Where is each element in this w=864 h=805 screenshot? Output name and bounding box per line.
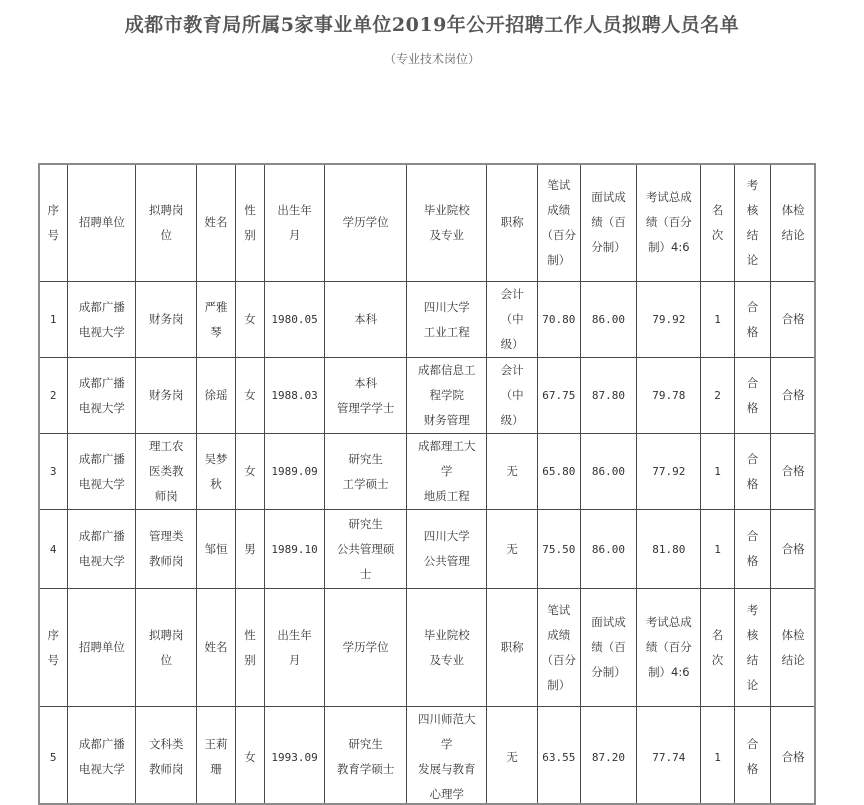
cell-unit bbox=[68, 358, 136, 434]
cell-gender: 女 bbox=[235, 434, 264, 510]
header-assessment bbox=[734, 589, 771, 707]
header-rank bbox=[701, 589, 734, 707]
cell-gender: 女 bbox=[235, 358, 264, 434]
cell-degree-line: 工学硕士 bbox=[342, 476, 389, 491]
header-birth-line: 月 bbox=[288, 652, 301, 667]
cell-no: 1 bbox=[39, 282, 68, 358]
header-written-score-line: 成绩 bbox=[547, 202, 571, 217]
cell-assessment-line: 合 bbox=[746, 451, 759, 466]
header-birth-line: 出生年 bbox=[277, 202, 312, 217]
cell-post-line: 师岗 bbox=[154, 489, 178, 503]
cell-rank: 1 bbox=[701, 434, 734, 510]
header-total-score bbox=[637, 164, 701, 282]
header-medical bbox=[771, 164, 816, 282]
cell-school-line: 学 bbox=[440, 737, 453, 751]
cell-unit bbox=[68, 434, 136, 510]
cell-gender: 男 bbox=[235, 510, 264, 589]
header-name-line: 姓名 bbox=[204, 215, 228, 229]
roster-body bbox=[39, 164, 816, 805]
cell-degree bbox=[325, 434, 407, 510]
cell-gender: 女 bbox=[235, 707, 264, 805]
cell-post bbox=[136, 510, 197, 589]
header-total-score-line: 绩（百分 bbox=[645, 640, 692, 654]
header-unit-line: 招聘单位 bbox=[78, 640, 125, 654]
cell-post-line: 理工农 bbox=[149, 439, 184, 453]
header-written-score-line: （百分 bbox=[541, 227, 577, 242]
cell-name-line: 严雅 bbox=[204, 299, 228, 314]
cell-post-line: 教师岗 bbox=[149, 554, 184, 568]
cell-post-line: 财务岗 bbox=[149, 312, 184, 326]
cell-no: 3 bbox=[39, 434, 68, 510]
header-title bbox=[487, 589, 538, 707]
cell-post-line: 管理类 bbox=[149, 529, 184, 543]
cell-name-line: 徐瑶 bbox=[204, 388, 228, 402]
cell-unit-line: 成都广播 bbox=[78, 299, 125, 314]
header-assessment-line: 结 bbox=[746, 227, 759, 242]
cell-title-line: 无 bbox=[506, 541, 518, 556]
header-gender-line: 别 bbox=[244, 227, 256, 242]
cell-total-score: 77.92 bbox=[637, 434, 701, 510]
cell-school-line: 四川师范大 bbox=[417, 712, 476, 726]
header-school bbox=[407, 164, 487, 282]
header-total-score-line: 绩（百分 bbox=[645, 215, 692, 229]
header-written-score-line: 笔试 bbox=[547, 177, 571, 192]
cell-written-score: 70.80 bbox=[537, 282, 580, 358]
cell-name-line: 邹恒 bbox=[204, 541, 228, 556]
cell-total-score: 79.78 bbox=[637, 358, 701, 434]
header-interview-score-line: 分制） bbox=[591, 240, 626, 254]
header-school-line: 及专业 bbox=[429, 227, 464, 242]
cell-post bbox=[136, 434, 197, 510]
header-no-line: 序 bbox=[47, 627, 59, 642]
cell-unit-line: 电视大学 bbox=[78, 762, 125, 776]
header-interview-score-line: 面试成 bbox=[591, 615, 626, 629]
cell-rank: 1 bbox=[701, 707, 734, 805]
cell-title bbox=[487, 358, 538, 434]
cell-medical: 合格 bbox=[771, 707, 816, 805]
cell-name-line: 吴梦 bbox=[204, 451, 228, 466]
cell-unit-line: 成都广播 bbox=[78, 737, 125, 751]
header-assessment-line: 考 bbox=[746, 602, 759, 617]
cell-assessment-line: 格 bbox=[746, 324, 759, 339]
cell-school-line: 财务管理 bbox=[423, 413, 470, 427]
cell-unit-line: 电视大学 bbox=[78, 554, 125, 568]
header-interview-score-line: 面试成 bbox=[591, 190, 626, 204]
cell-degree-line: 研究生 bbox=[348, 737, 383, 751]
header-medical-line: 体检 bbox=[781, 202, 805, 217]
cell-rank: 1 bbox=[701, 510, 734, 589]
cell-name-line: 王莉 bbox=[204, 737, 228, 751]
cell-unit-line: 成都广播 bbox=[78, 529, 125, 543]
header-interview-score-line: 绩（百 bbox=[591, 640, 626, 654]
header-written-score-line: 制） bbox=[547, 677, 571, 692]
cell-birth: 1980.05 bbox=[265, 282, 325, 358]
cell-degree-line: 士 bbox=[359, 566, 372, 581]
cell-degree-line: 本科 bbox=[354, 375, 378, 390]
cell-birth: 1988.03 bbox=[265, 358, 325, 434]
header-post-line: 拟聘岗 bbox=[149, 627, 184, 642]
cell-medical: 合格 bbox=[771, 282, 816, 358]
cell-total-score: 79.92 bbox=[637, 282, 701, 358]
header-post-line: 拟聘岗 bbox=[149, 202, 184, 217]
cell-unit-line: 电视大学 bbox=[78, 324, 125, 339]
header-medical-line: 结论 bbox=[781, 652, 805, 667]
cell-degree-line: 管理学学士 bbox=[336, 400, 395, 415]
header-rank-line: 名 bbox=[711, 202, 724, 217]
header-school bbox=[407, 589, 487, 707]
cell-degree bbox=[325, 282, 407, 358]
header-school-line: 毕业院校 bbox=[423, 627, 470, 642]
cell-school-line: 工业工程 bbox=[423, 324, 470, 339]
header-rank-line: 次 bbox=[711, 227, 724, 242]
cell-unit-line: 电视大学 bbox=[78, 400, 125, 415]
header-medical-line: 体检 bbox=[781, 627, 805, 642]
cell-medical: 合格 bbox=[771, 358, 816, 434]
cell-written-score: 67.75 bbox=[537, 358, 580, 434]
header-gender bbox=[235, 589, 264, 707]
header-assessment-line: 核 bbox=[746, 627, 759, 642]
header-written-score-line: 成绩 bbox=[547, 627, 571, 642]
header-school-line: 及专业 bbox=[429, 652, 464, 667]
header-no-line: 序 bbox=[47, 202, 59, 217]
header-interview-score-line: 分制） bbox=[591, 665, 626, 679]
header-no-line: 号 bbox=[47, 227, 59, 242]
cell-name bbox=[197, 434, 236, 510]
cell-assessment-line: 格 bbox=[746, 554, 759, 568]
roster-table bbox=[38, 163, 816, 805]
header-name bbox=[197, 589, 236, 707]
cell-unit-line: 成都广播 bbox=[78, 451, 125, 466]
cell-name bbox=[197, 282, 236, 358]
header-birth-line: 月 bbox=[288, 227, 301, 242]
cell-degree-line: 教育学硕士 bbox=[336, 762, 395, 776]
cell-title bbox=[487, 282, 538, 358]
header-rank-line: 名 bbox=[711, 627, 724, 642]
table-row bbox=[39, 510, 816, 589]
cell-degree bbox=[325, 358, 407, 434]
header-name bbox=[197, 164, 236, 282]
cell-written-score: 65.80 bbox=[537, 434, 580, 510]
cell-title bbox=[487, 434, 538, 510]
header-degree-line: 学历学位 bbox=[342, 640, 389, 654]
header-gender bbox=[235, 164, 264, 282]
cell-unit bbox=[68, 510, 136, 589]
cell-birth: 1989.09 bbox=[265, 434, 325, 510]
cell-school bbox=[407, 282, 487, 358]
cell-title-line: 级） bbox=[500, 413, 524, 427]
header-title bbox=[487, 164, 538, 282]
header-written-score-line: 制） bbox=[547, 252, 571, 267]
header-gender-line: 性 bbox=[244, 202, 256, 217]
cell-school bbox=[407, 510, 487, 589]
cell-gender: 女 bbox=[235, 282, 264, 358]
cell-interview-score: 86.00 bbox=[580, 510, 637, 589]
cell-birth: 1993.09 bbox=[265, 707, 325, 805]
header-rank-line: 次 bbox=[711, 652, 724, 667]
cell-school-line: 心理学 bbox=[429, 787, 464, 801]
cell-unit bbox=[68, 707, 136, 805]
table-row bbox=[39, 282, 816, 358]
table-header-row bbox=[39, 589, 816, 707]
cell-total-score: 81.80 bbox=[637, 510, 701, 589]
page-title: 成都市教育局所属5家事业单位2019年公开招聘工作人员拟聘人员名单 bbox=[124, 14, 740, 36]
cell-name-line: 琴 bbox=[210, 324, 222, 339]
cell-school-line: 四川大学 bbox=[423, 299, 470, 314]
header-birth bbox=[265, 164, 325, 282]
cell-degree-line: 本科 bbox=[354, 312, 378, 326]
cell-school-line: 成都信息工 bbox=[417, 363, 476, 377]
cell-name bbox=[197, 707, 236, 805]
cell-name bbox=[197, 510, 236, 589]
header-assessment bbox=[734, 164, 771, 282]
header-rank bbox=[701, 164, 734, 282]
cell-title-line: 会计 bbox=[500, 363, 524, 377]
cell-no: 4 bbox=[39, 510, 68, 589]
cell-title-line: （中 bbox=[500, 388, 524, 402]
cell-written-score: 63.55 bbox=[537, 707, 580, 805]
cell-title-line: 无 bbox=[506, 464, 518, 478]
cell-title-line: 无 bbox=[506, 749, 518, 764]
cell-name-line: 珊 bbox=[210, 762, 222, 776]
cell-birth: 1989.10 bbox=[265, 510, 325, 589]
header-post-line: 位 bbox=[160, 227, 173, 242]
cell-school-line: 程学院 bbox=[429, 388, 464, 402]
page-subtitle: （专业技术岗位） bbox=[383, 52, 480, 66]
header-post-line: 位 bbox=[160, 652, 173, 667]
cell-title-line: 级） bbox=[500, 337, 524, 351]
cell-name-line: 秋 bbox=[210, 476, 222, 491]
cell-interview-score: 86.00 bbox=[580, 282, 637, 358]
cell-school bbox=[407, 707, 487, 805]
cell-degree-line: 公共管理硕 bbox=[336, 541, 395, 556]
header-gender-line: 性 bbox=[244, 627, 256, 642]
header-school-line: 毕业院校 bbox=[423, 202, 470, 217]
cell-school-line: 地质工程 bbox=[423, 489, 470, 503]
header-assessment-line: 考 bbox=[746, 177, 759, 192]
cell-title-line: （中 bbox=[500, 312, 524, 326]
cell-post-line: 教师岗 bbox=[149, 762, 184, 776]
header-total-score-line: 考试总成 bbox=[645, 615, 692, 629]
header-total-score bbox=[637, 589, 701, 707]
cell-medical: 合格 bbox=[771, 510, 816, 589]
header-birth bbox=[265, 589, 325, 707]
cell-assessment-line: 合 bbox=[746, 737, 759, 751]
cell-no: 5 bbox=[39, 707, 68, 805]
cell-degree-line: 研究生 bbox=[348, 451, 383, 466]
cell-assessment bbox=[734, 707, 771, 805]
cell-assessment-line: 合 bbox=[746, 529, 759, 543]
cell-school bbox=[407, 358, 487, 434]
header-unit-line: 招聘单位 bbox=[78, 215, 125, 229]
header-unit bbox=[68, 589, 136, 707]
header-birth-line: 出生年 bbox=[277, 627, 312, 642]
cell-assessment-line: 格 bbox=[746, 762, 759, 776]
header-name-line: 姓名 bbox=[204, 640, 228, 654]
cell-school bbox=[407, 434, 487, 510]
cell-post-line: 财务岗 bbox=[149, 388, 184, 402]
header-medical-line: 结论 bbox=[781, 227, 805, 242]
cell-interview-score: 87.80 bbox=[580, 358, 637, 434]
header-assessment-line: 论 bbox=[746, 252, 759, 267]
cell-rank: 2 bbox=[701, 358, 734, 434]
header-post bbox=[136, 164, 197, 282]
cell-total-score: 77.74 bbox=[637, 707, 701, 805]
cell-name bbox=[197, 358, 236, 434]
cell-assessment-line: 合 bbox=[746, 299, 759, 314]
header-total-score-line: 制）4:6 bbox=[648, 240, 690, 254]
table-row bbox=[39, 434, 816, 510]
header-written-score-line: （百分 bbox=[541, 652, 577, 667]
header-degree bbox=[325, 164, 407, 282]
header-title-line: 职称 bbox=[500, 215, 524, 229]
cell-unit-line: 成都广播 bbox=[78, 375, 125, 390]
header-interview-score-line: 绩（百 bbox=[591, 215, 626, 229]
table-row bbox=[39, 358, 816, 434]
cell-interview-score: 87.20 bbox=[580, 707, 637, 805]
cell-interview-score: 86.00 bbox=[580, 434, 637, 510]
cell-unit bbox=[68, 282, 136, 358]
cell-school-line: 学 bbox=[440, 464, 453, 478]
header-interview-score bbox=[580, 589, 637, 707]
cell-assessment bbox=[734, 282, 771, 358]
header-assessment-line: 结 bbox=[746, 652, 759, 667]
cell-rank: 1 bbox=[701, 282, 734, 358]
header-post bbox=[136, 589, 197, 707]
cell-assessment-line: 合 bbox=[746, 375, 759, 390]
cell-title bbox=[487, 707, 538, 805]
table-row bbox=[39, 707, 816, 805]
cell-post bbox=[136, 282, 197, 358]
header-written-score bbox=[537, 589, 580, 707]
header-total-score-line: 制）4:6 bbox=[648, 665, 690, 679]
cell-degree bbox=[325, 707, 407, 805]
cell-post bbox=[136, 358, 197, 434]
header-medical bbox=[771, 589, 816, 707]
header-no bbox=[39, 164, 68, 282]
cell-assessment-line: 格 bbox=[746, 476, 759, 491]
cell-school-line: 成都理工大 bbox=[417, 439, 476, 453]
cell-unit-line: 电视大学 bbox=[78, 476, 125, 491]
table-header-row bbox=[39, 164, 816, 282]
header-written-score-line: 笔试 bbox=[547, 602, 571, 617]
header-assessment-line: 核 bbox=[746, 202, 759, 217]
header-assessment-line: 论 bbox=[746, 677, 759, 692]
cell-no: 2 bbox=[39, 358, 68, 434]
cell-school-line: 四川大学 bbox=[423, 529, 470, 543]
header-written-score bbox=[537, 164, 580, 282]
header-gender-line: 别 bbox=[244, 652, 256, 667]
header-degree bbox=[325, 589, 407, 707]
cell-post-line: 医类教 bbox=[149, 464, 184, 478]
cell-assessment-line: 格 bbox=[746, 400, 759, 415]
cell-post-line: 文科类 bbox=[149, 737, 184, 751]
header-no bbox=[39, 589, 68, 707]
cell-degree bbox=[325, 510, 407, 589]
cell-post bbox=[136, 707, 197, 805]
header-degree-line: 学历学位 bbox=[342, 215, 389, 229]
roster-table-wrapper bbox=[38, 163, 816, 805]
cell-medical: 合格 bbox=[771, 434, 816, 510]
cell-school-line: 发展与教育 bbox=[417, 762, 476, 776]
cell-assessment bbox=[734, 510, 771, 589]
header-unit bbox=[68, 164, 136, 282]
cell-assessment bbox=[734, 358, 771, 434]
cell-written-score: 75.50 bbox=[537, 510, 580, 589]
cell-title bbox=[487, 510, 538, 589]
cell-assessment bbox=[734, 434, 771, 510]
header-total-score-line: 考试总成 bbox=[645, 190, 692, 204]
header-interview-score bbox=[580, 164, 637, 282]
cell-degree-line: 研究生 bbox=[348, 516, 383, 531]
cell-title-line: 会计 bbox=[500, 287, 524, 301]
cell-school-line: 公共管理 bbox=[423, 554, 470, 568]
header-no-line: 号 bbox=[47, 652, 59, 667]
header-title-line: 职称 bbox=[500, 640, 524, 654]
